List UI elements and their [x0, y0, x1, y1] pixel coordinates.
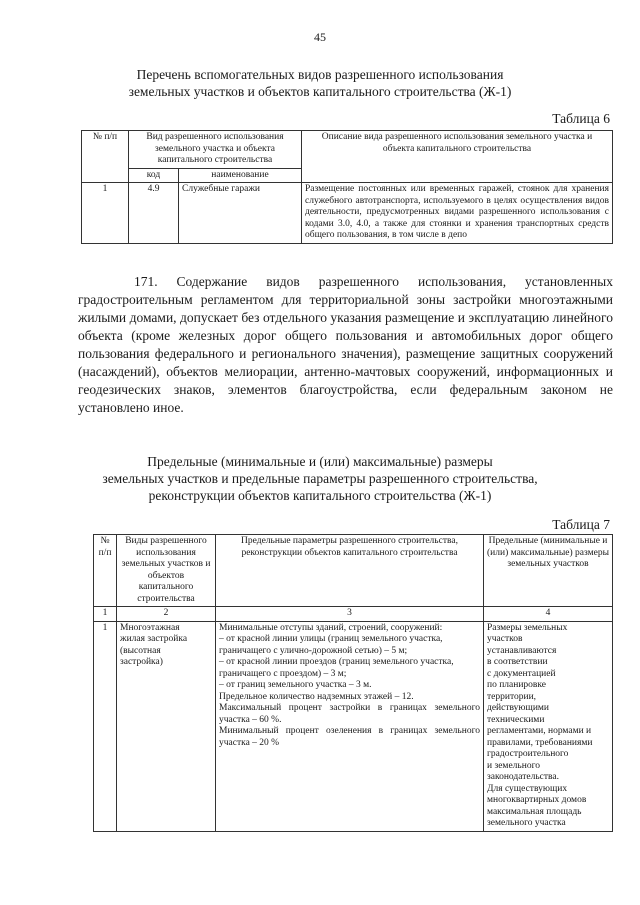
table6-caption: Таблица 6 — [552, 111, 610, 126]
table7-kind-line: застройка) — [120, 657, 163, 667]
table6-header-kind: Вид разрешенного использования земельного участка и объекта капитального строительства — [129, 131, 302, 169]
table7-cell-num: 1 — [94, 621, 117, 831]
table7-sizes-line: устанавливаются — [487, 645, 557, 656]
table7-heading-line2: земельных участков и предельные параметры разрешенного строительства, — [102, 471, 538, 486]
table7-header-sizes: Предельные (минимальные и (или) максимальные) размеры земельных участков — [484, 535, 613, 607]
table7-heading-line1: Предельные (минимальные и (или) максимальные) размеры — [147, 454, 493, 469]
table7-colnum-4: 4 — [484, 607, 613, 622]
table7-sizes-line: участков — [487, 634, 523, 644]
table7-header-params: Предельные параметры разрешенного строительства, реконструкции объектов капитального строительства — [216, 535, 484, 607]
table7-kind-line: жилая застройка — [120, 634, 188, 644]
table7-sizes-line: регламентами, нормами и — [487, 726, 592, 736]
table7-param-line: Максимальный процент застройки в границах земельного участка – 60 %. — [219, 703, 480, 725]
table7-colnum-3: 3 — [216, 607, 484, 622]
table6-header-num: № п/п — [82, 131, 129, 183]
table7-sizes-line: с документацией — [487, 668, 556, 679]
table7-sizes-line: Для существующих — [487, 783, 568, 794]
table7-sizes-line: Размеры земельных — [487, 622, 568, 633]
table7-cell-params — [216, 621, 484, 831]
table7-caption: Таблица 7 — [552, 517, 610, 532]
table6-cell-desc: Размещение постоянных или временных гаражей, стоянок для хранения служебного автотранспорта, используемого в целях осуществления видов деятельности, предусмотренных видами разрешенного использования с кодами 3.0, 4.0, а также для стоянки и хранения транспортных средств общего пользования, в том числе в депо — [302, 183, 613, 244]
table7-sizes-line: техническими — [487, 714, 545, 725]
table6-header-name: наименование — [179, 168, 302, 183]
table6-header-desc: Описание вида разрешенного использования земельного участка и объекта капитального строительства — [302, 131, 613, 183]
table6-cell-name: Служебные гаражи — [179, 183, 302, 244]
table7-kind-line: (высотная — [120, 645, 161, 656]
table7-colnum-2: 2 — [117, 607, 216, 622]
table7-header-kind: Виды разрешенного использования земельных участков и объектов капитального строительства — [117, 535, 216, 607]
table7-sizes-line: многоквартирных домов — [487, 795, 587, 805]
table6-header-code: код — [129, 168, 179, 183]
table7-sizes-line: земельного участка — [487, 818, 566, 828]
table7-sizes-line: в соответствии — [487, 657, 548, 667]
table7-param-line: Минимальный процент озеленения в границах земельного участка – 20 % — [219, 726, 480, 748]
table7-sizes-line: законодательства. — [487, 772, 559, 782]
table6 — [81, 130, 613, 244]
table7-sizes-line: по планировке — [487, 680, 546, 690]
table7-sizes-line: градостроительного — [487, 749, 569, 759]
table7-param-line: – от границ земельного участка – 3 м. — [219, 680, 372, 690]
page-number: 45 — [314, 30, 326, 44]
table-row — [82, 183, 613, 244]
table7-cell-kind — [117, 621, 216, 831]
table7-kind-line: Многоэтажная — [120, 622, 180, 633]
paragraph-171: 171. Содержание видов разрешенного использования, установленных градостроительным регламентом для территориальной зоны застройки многоэтажными жилыми домами, допускает без отдельного указания размещение и эксплуатацию линейного объекта (кроме железных дорог общего пользования и автомобильных дорог общего пользования федерального и регионального значения), размещение защитных сооружений (насаждений), объектов мелиорации, антенно-мачтовых сооружений, информационных и геодезических знаков, элементов благоустройства, если федеральным законом не установлено иное. — [78, 274, 613, 415]
table7-heading-line3: реконструкции объектов капитального строительства (Ж-1) — [148, 488, 492, 503]
table7-cell-sizes — [484, 621, 613, 831]
table-row — [94, 621, 613, 831]
table6-cell-num: 1 — [82, 183, 129, 244]
table7-param-line: Минимальные отступы зданий, строений, сооружений: — [219, 622, 443, 633]
table7-sizes-line: территории, — [487, 691, 537, 702]
table6-heading-line2: земельных участков и объектов капитального строительства (Ж-1) — [128, 84, 512, 99]
table7-param-line: – от красной линии улицы (границ земельного участка, граничащего с улично-дорожной сетью) – 5 м; — [219, 634, 443, 656]
table6-heading — [60, 66, 580, 100]
table7-param-line: Предельное количество надземных этажей – 12. — [219, 691, 414, 702]
table7-heading — [60, 453, 580, 504]
table7-header-num: № п/п — [94, 535, 117, 607]
table6-heading-line1: Перечень вспомогательных видов разрешенного использования — [136, 67, 504, 82]
table7-sizes-line: и земельного — [487, 760, 540, 771]
table7 — [93, 534, 613, 832]
table7-colnum-1: 1 — [94, 607, 117, 622]
table6-cell-code: 4.9 — [129, 183, 179, 244]
table7-param-line: – от красной линии проездов (границ земельного участка, граничащего с проездом) – 3 м; — [219, 657, 454, 679]
table7-sizes-line: максимальная площадь — [487, 806, 582, 817]
table7-sizes-line: действующими — [487, 703, 550, 713]
table7-sizes-line: правилами, требованиями — [487, 737, 593, 748]
